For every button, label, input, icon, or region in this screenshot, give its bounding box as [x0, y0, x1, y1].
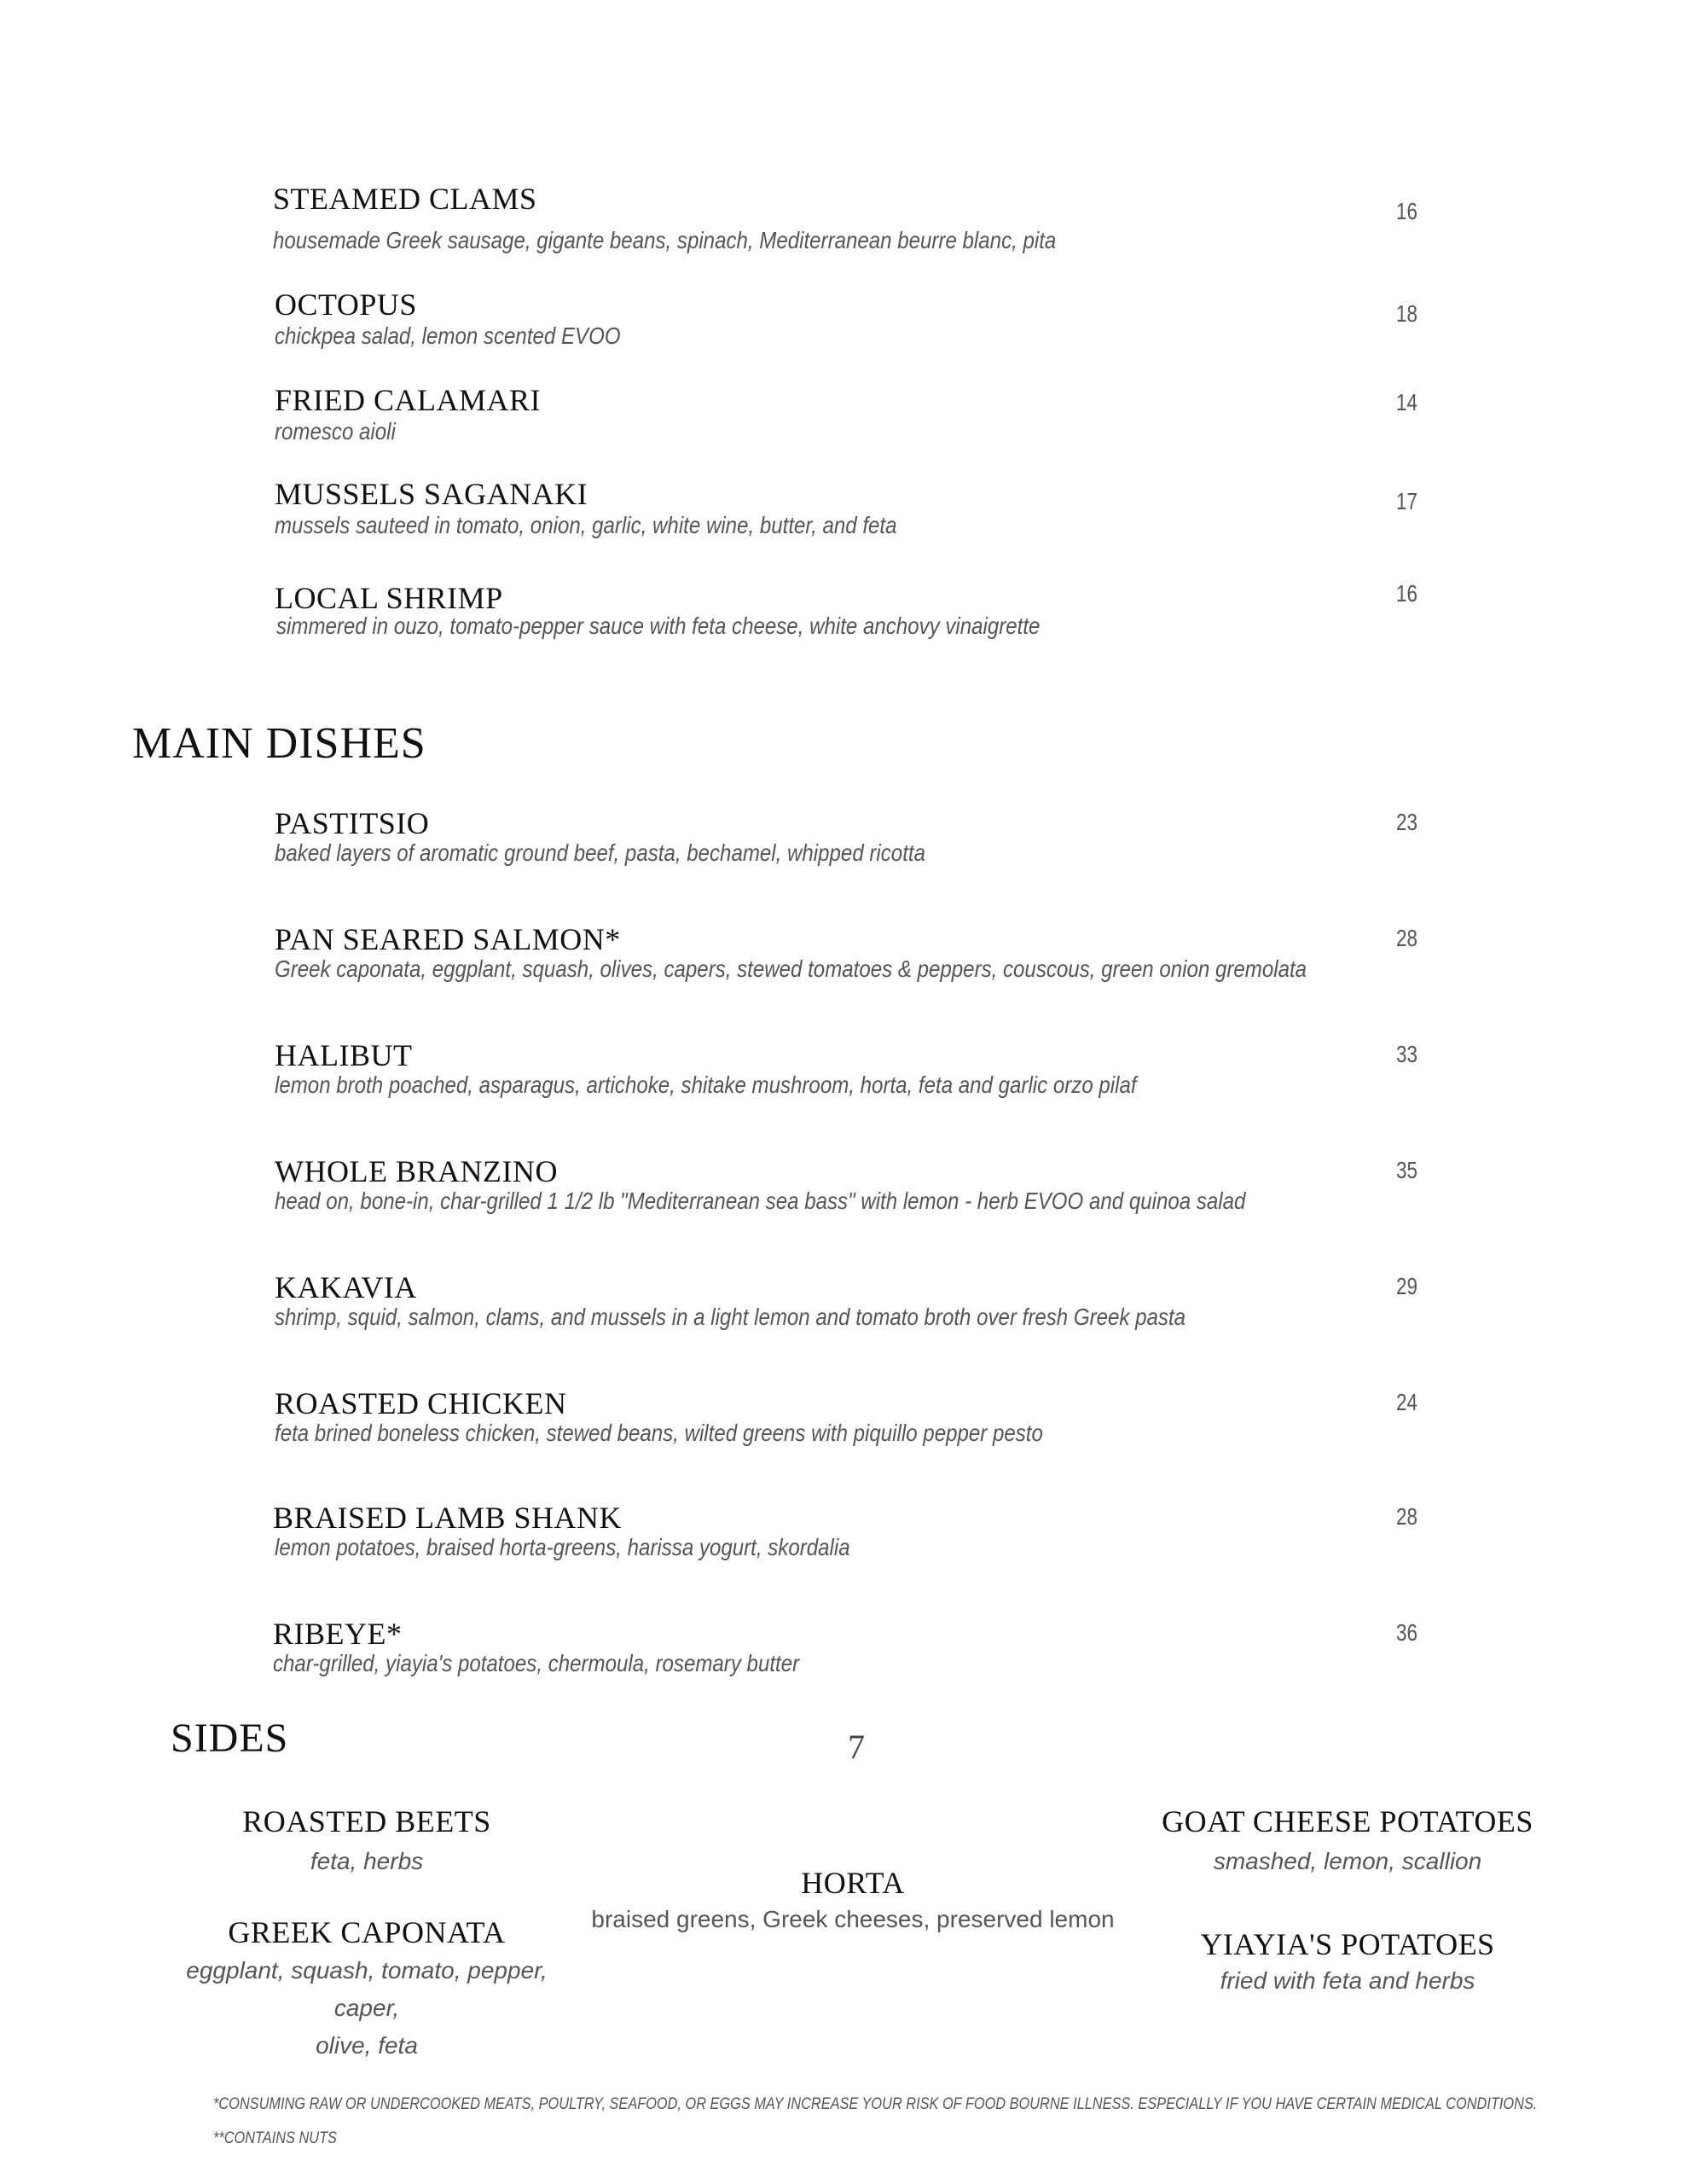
- item-name: STEAMED CLAMS: [273, 182, 537, 216]
- item-description: simmered in ouzo, tomato-pepper sauce with feta cheese, white anchovy vinaigrette: [276, 613, 1041, 639]
- side-description: smashed, lemon, scallion: [1213, 1848, 1482, 1874]
- item-price: 17: [1396, 488, 1417, 514]
- item-name: PAN SEARED SALMON*: [275, 922, 621, 956]
- item-description: housemade Greek sausage, gigante beans, spinach, Mediterranean beurre blanc, pita: [273, 227, 1057, 253]
- item-name: KAKAVIA: [275, 1270, 417, 1304]
- item-description: baked layers of aromatic ground beef, pasta, bechamel, whipped ricotta: [275, 839, 925, 866]
- side-name: GREEK CAPONATA: [228, 1915, 506, 1949]
- item-price: 16: [1396, 580, 1417, 607]
- item-name: OCTOPUS: [275, 288, 417, 322]
- side-item: [154, 1914, 580, 2065]
- item-price: 33: [1396, 1041, 1417, 1067]
- item-name: PASTITSIO: [275, 806, 430, 840]
- item-price: 18: [1396, 300, 1417, 327]
- item-price: 24: [1396, 1389, 1417, 1415]
- item-name: LOCAL SHRIMP: [275, 581, 503, 615]
- item-description: shrimp, squid, salmon, clams, and mussels in a light lemon and tomato broth over fresh Greek pasta: [275, 1304, 1186, 1330]
- side-description-line: eggplant, squash, tomato, pepper, caper,: [186, 1957, 548, 2021]
- item-price: 36: [1396, 1619, 1417, 1646]
- side-item: [1126, 1804, 1569, 1880]
- side-description: braised greens, Greek cheeses, preserved lemon: [591, 1906, 1115, 1932]
- side-name: GOAT CHEESE POTATOES: [1162, 1804, 1533, 1838]
- side-name: ROASTED BEETS: [242, 1804, 491, 1838]
- side-name: HORTA: [801, 1866, 905, 1900]
- item-name: FRIED CALAMARI: [275, 383, 542, 417]
- side-description-line: olive, feta: [316, 2032, 418, 2059]
- sides-price: 7: [848, 1728, 866, 1766]
- side-item: [1126, 1926, 1569, 2000]
- side-name: YIAYIA'S POTATOES: [1200, 1927, 1495, 1961]
- item-description: Greek caponata, eggplant, squash, olives, capers, stewed tomatoes & peppers, couscous, green onion gremolata: [275, 956, 1307, 982]
- item-description: chickpea salad, lemon scented EVOO: [275, 322, 621, 349]
- item-price: 16: [1396, 198, 1417, 224]
- section-title-sides: SIDES: [171, 1716, 289, 1761]
- item-description: lemon broth poached, asparagus, artichoke, shitake mushroom, horta, feta and garlic orzo pilaf: [275, 1072, 1137, 1098]
- item-price: 35: [1396, 1157, 1417, 1183]
- side-item: [588, 1865, 1117, 1938]
- item-description: romesco aioli: [275, 418, 396, 444]
- item-name: WHOLE BRANZINO: [275, 1154, 558, 1188]
- item-description: mussels sauteed in tomato, onion, garlic, white wine, butter, and feta: [275, 512, 897, 538]
- item-description: char-grilled, yiayia's potatoes, chermoula, rosemary butter: [273, 1650, 800, 1676]
- item-price: 28: [1396, 1503, 1417, 1530]
- side-description: feta, herbs: [310, 1848, 424, 1874]
- item-name: HALIBUT: [275, 1038, 413, 1072]
- item-price: 23: [1396, 809, 1417, 835]
- item-name: BRAISED LAMB SHANK: [273, 1501, 623, 1535]
- footnote-contains-nuts: **CONTAINS NUTS: [213, 2129, 337, 2147]
- item-name: MUSSELS SAGANAKI: [275, 477, 588, 511]
- footnote-raw-warning: *CONSUMING RAW OR UNDERCOOKED MEATS, POULTRY, SEAFOOD, OR EGGS MAY INCREASE YOUR RISK OF FOOD BOURNE ILLNESS. ESPECIALLY IF YOU HAVE CERTAIN MEDICAL CONDITIONS.: [213, 2095, 1538, 2113]
- section-title-main-dishes: MAIN DISHES: [132, 719, 426, 768]
- item-price: 28: [1396, 925, 1417, 951]
- item-description: feta brined boneless chicken, stewed beans, wilted greens with piquillo pepper pesto: [275, 1420, 1043, 1446]
- item-description: head on, bone-in, char-grilled 1 1/2 lb "Mediterranean sea bass" with lemon - herb EVOO and quinoa salad: [275, 1188, 1246, 1214]
- item-name: ROASTED CHICKEN: [275, 1386, 567, 1420]
- item-price: 29: [1396, 1273, 1417, 1299]
- item-name: RIBEYE*: [273, 1617, 403, 1651]
- side-item: [154, 1804, 580, 1880]
- side-description: fried with feta and herbs: [1220, 1967, 1475, 1994]
- item-description: lemon potatoes, braised horta-greens, harissa yogurt, skordalia: [275, 1534, 850, 1560]
- item-price: 14: [1396, 389, 1417, 415]
